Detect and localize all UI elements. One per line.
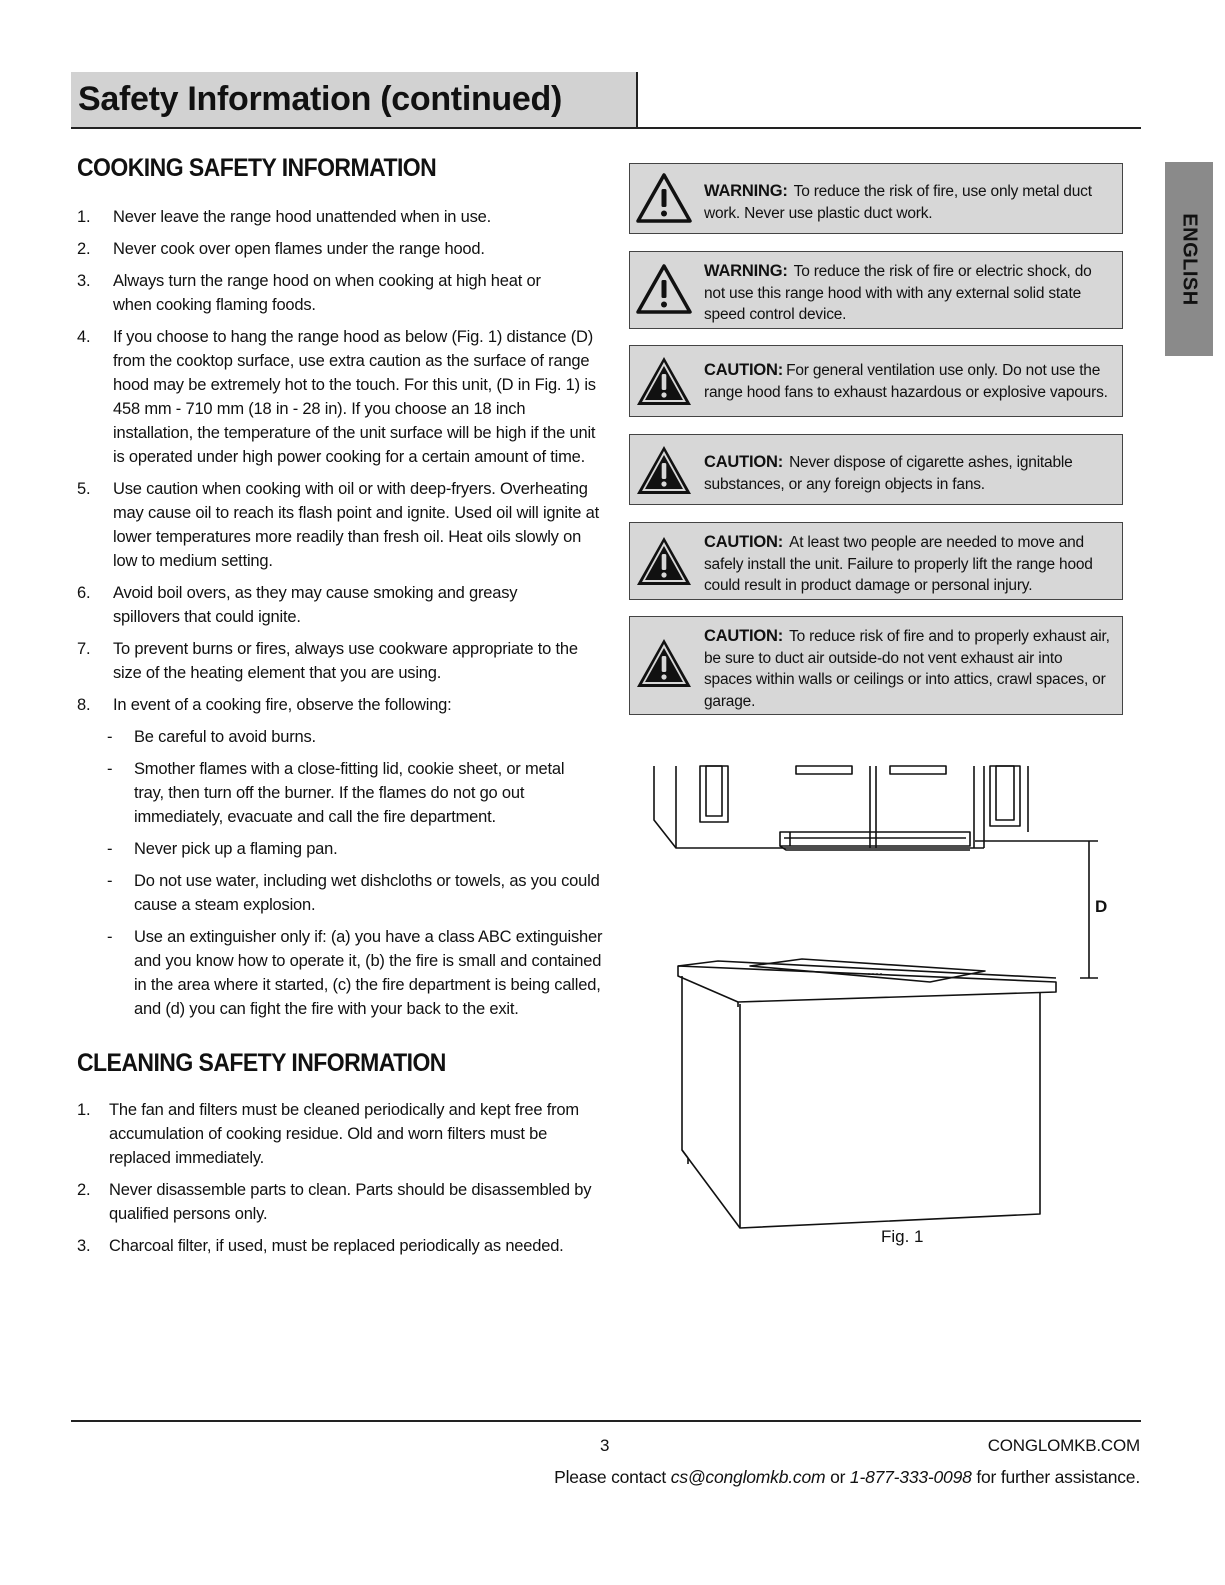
website-link[interactable]: CONGLOMKB.COM (987, 1436, 1140, 1455)
page-title: Safety Information (continued) (78, 80, 563, 118)
item-text: Avoid boil overs, as they may cause smoking and greasy spillovers that could ignite. (113, 584, 518, 626)
item-dash: - (107, 728, 113, 746)
list-item (77, 581, 607, 629)
notice-label: CAUTION: (704, 627, 784, 645)
notice-body: To reduce the risk of fire, use only metal duct work. Never use plastic duct work. (704, 183, 1092, 222)
notice-text (704, 261, 1114, 326)
caution-filled-icon (635, 355, 693, 407)
item-text: Use an extinguisher only if: (a) you have a class ABC extinguisher and you know how to operate it, (b) the fire is small and contained in the area where it started, (c) the fire department is being called, and (d) you can fight the fire with your back to the exit. (134, 928, 603, 1018)
notice-body: Never dispose of cigarette ashes, ignitable substances, or any foreign objects in fans. (704, 454, 1073, 493)
item-text: If you choose to hang the range hood as below (Fig. 1) distance (D) from the cooktop surface, use extra caution as the surface of range hood may be extremely hot to the touch. For this unit, (D in Fig. 1) is 458 mm - 710 mm (18 in - 28 in). If you choose an 18 inch installation, the temperature of the unit surface will be high if the unit is operated under high power cooking for a certain amount of time. (113, 328, 596, 466)
notice-body: For general ventilation use only. Do not use the range hood fans to exhaust hazardous or explosive vapours. (704, 362, 1108, 401)
notice-body: To reduce the risk of fire or electric shock, do not use this range hood with with any external solid state speed control device. (704, 263, 1092, 323)
warning-outline-icon (635, 172, 693, 224)
list-item (77, 1234, 607, 1258)
caution-filled-icon (635, 535, 693, 587)
phone-link[interactable]: 1-877-333-0098 (849, 1467, 972, 1487)
notice-text (704, 626, 1114, 712)
item-dash: - (107, 760, 113, 778)
page-number: 3 (600, 1436, 610, 1455)
fire-steps-list (77, 725, 607, 1021)
language-tab (1165, 162, 1213, 356)
contact-suffix: for further assistance. (976, 1467, 1140, 1487)
caution-filled-icon (635, 637, 693, 689)
item-number: 1. (77, 1101, 91, 1119)
list-item (77, 693, 607, 717)
notice-label: WARNING: (704, 262, 788, 280)
notice-text (704, 360, 1114, 403)
sub-list-item (107, 869, 607, 917)
list-item (77, 269, 607, 317)
notice-text (704, 452, 1114, 495)
item-text: To prevent burns or fires, always use cookware appropriate to the size of the heating element that you are using. (113, 640, 578, 682)
caution-notice (629, 345, 1123, 417)
item-number: 3. (77, 1237, 91, 1255)
sub-list-item (107, 725, 607, 749)
item-dash: - (107, 928, 113, 946)
list-item (77, 637, 607, 685)
sub-list-item (107, 925, 607, 1021)
item-number: 6. (77, 584, 91, 602)
notice-label: CAUTION: (704, 533, 784, 551)
caution-notice (629, 616, 1123, 715)
item-dash: - (107, 872, 113, 890)
item-text: Never cook over open flames under the range hood. (113, 240, 485, 258)
caution-notice (629, 522, 1123, 600)
warning-outline-icon (635, 263, 693, 315)
item-number: 1. (77, 208, 91, 226)
caution-filled-icon (635, 444, 693, 496)
item-number: 5. (77, 480, 91, 498)
notice-body: At least two people are needed to move and safely install the unit. Failure to properly lift the range hood could result in product damage or personal injury. (704, 534, 1093, 594)
contact-line (554, 1467, 1140, 1488)
notice-label: CAUTION: (704, 453, 784, 471)
sub-list-item (107, 837, 607, 861)
cabinet-outline (654, 766, 984, 848)
cleaning-heading: CLEANING SAFETY INFORMATION (77, 1049, 446, 1077)
item-text: Use caution when cooking with oil or with deep-fryers. Overheating may cause oil to reach its flash point and ignite. Used oil will ignite at lower temperatures more readily than fresh oil. Heat oils slowly on low to medium setting. (113, 480, 599, 570)
notice-body: To reduce risk of fire and to properly exhaust air, be sure to duct air outside-do not vent exhaust air into spaces within walls or ceilings or into attics, crawl spaces, or garage. (704, 628, 1110, 710)
notice-label: CAUTION: (704, 361, 784, 379)
email-link[interactable]: cs@conglomkb.com (670, 1467, 826, 1487)
footer-rule (71, 1420, 1141, 1422)
notice-text (704, 532, 1114, 597)
item-number: 7. (77, 640, 91, 658)
range-hood-figure (640, 762, 1140, 1232)
item-text: Never disassemble parts to clean. Parts should be disassembled by qualified persons only. (109, 1181, 592, 1223)
countertop (678, 966, 1056, 1002)
notice-text (704, 181, 1114, 224)
warning-notice (629, 163, 1123, 234)
warning-notice (629, 251, 1123, 329)
item-text: Never pick up a flaming pan. (134, 840, 338, 858)
caution-notice (629, 434, 1123, 505)
item-dash: - (107, 840, 113, 858)
list-item (77, 237, 607, 261)
list-item (77, 477, 607, 573)
item-number: 4. (77, 328, 91, 346)
cleaning-list (77, 1098, 607, 1258)
header-rule (71, 127, 1141, 129)
item-number: 3. (77, 272, 91, 290)
item-text: Charcoal filter, if used, must be replaced periodically as needed. (109, 1237, 564, 1255)
left-column (77, 154, 607, 1266)
item-text: In event of a cooking fire, observe the following: (113, 696, 452, 714)
sub-list-item (107, 757, 607, 829)
cooking-heading: COOKING SAFETY INFORMATION (77, 154, 437, 182)
item-number: 2. (77, 1181, 91, 1199)
header-divider (636, 72, 638, 128)
notice-label: WARNING: (704, 182, 788, 200)
list-item (77, 1178, 607, 1226)
item-text: Smother flames with a close-fitting lid, cookie sheet, or metal tray, then turn off the burner. If the flames do not go out immediately, evacuate and call the fire department. (134, 760, 565, 826)
item-text: Always turn the range hood on when cooking at high heat or when cooking flaming foods. (113, 272, 541, 314)
list-item (77, 205, 607, 229)
contact-prefix: Please contact (554, 1467, 667, 1487)
island-cabinet (682, 976, 1040, 1228)
cooking-list (77, 205, 607, 717)
list-item (77, 325, 607, 469)
figure-caption: Fig. 1 (881, 1227, 924, 1246)
item-text: Do not use water, including wet dishcloths or towels, as you could cause a steam explosion. (134, 872, 600, 914)
item-number: 8. (77, 696, 91, 714)
item-text: Never leave the range hood unattended when in use. (113, 208, 492, 226)
item-number: 2. (77, 240, 91, 258)
list-item (77, 1098, 607, 1170)
item-text: Be careful to avoid burns. (134, 728, 316, 746)
item-text: The fan and filters must be cleaned periodically and kept free from accumulation of cooking residue. Old and worn filters must be replaced immediately. (109, 1101, 579, 1167)
range-hood-body (780, 832, 970, 846)
contact-or: or (830, 1467, 846, 1487)
language-tab-label: ENGLISH (1178, 212, 1201, 306)
dimension-label: D (1095, 897, 1108, 916)
